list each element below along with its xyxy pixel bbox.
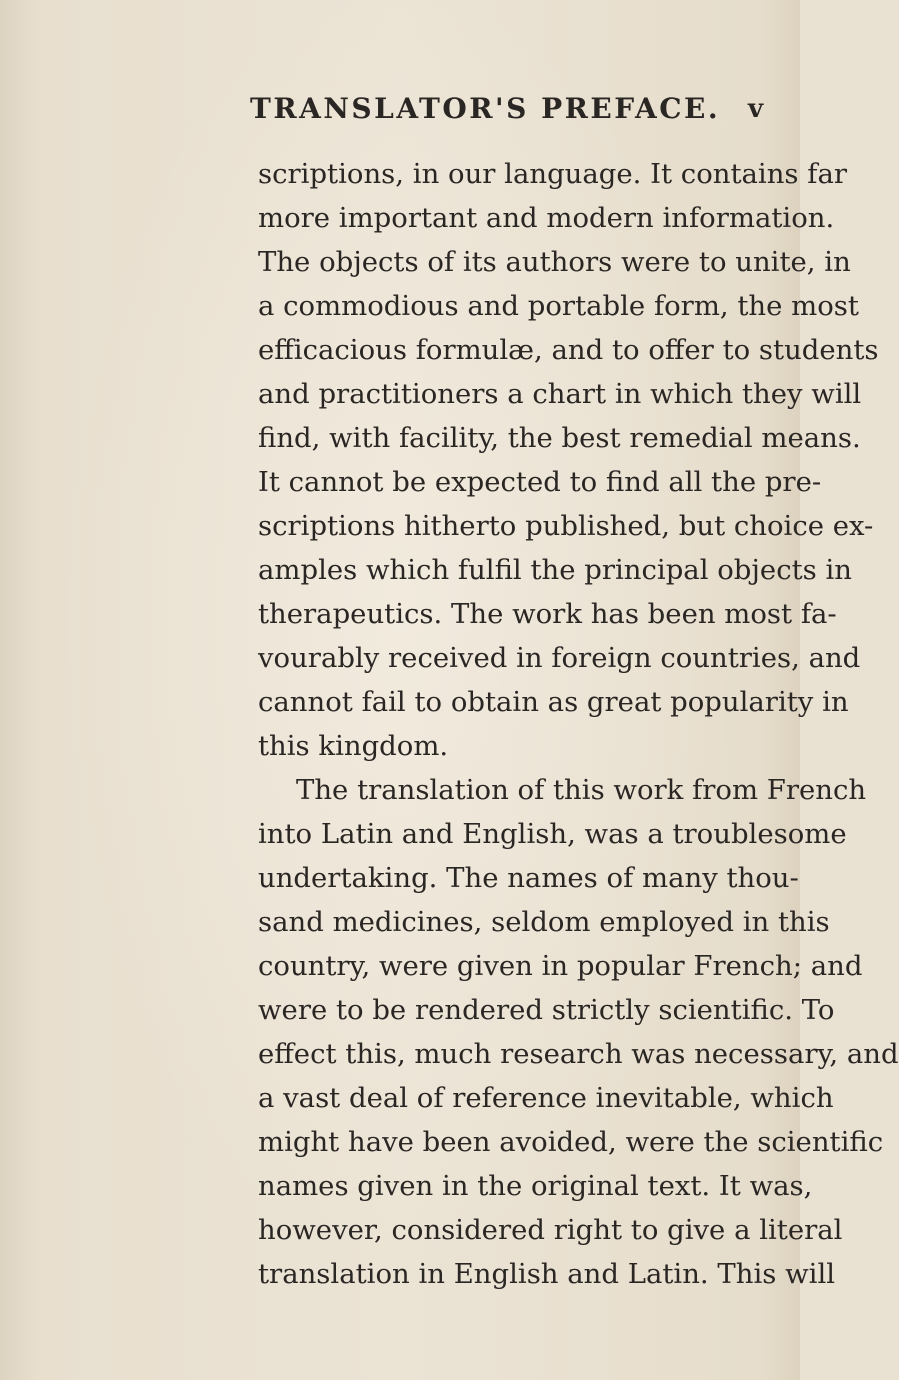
text-line: names given in the original text. It was, [258,1170,813,1202]
text-line: scriptions, in our language. It contains far [258,158,847,190]
text-line: sand medicines, seldom employed in this [258,906,830,938]
text-line: amples which fulfil the principal objects in [258,554,853,586]
text-line: vourably received in foreign countries, and [258,642,861,674]
text-line: It cannot be expected to find all the pre- [258,466,822,498]
page-number: v [748,94,764,124]
text-line: scriptions hitherto published, but choice ex- [258,510,874,542]
text-line: into Latin and English, was a troublesome [258,818,847,850]
text-line: find, with facility, the best remedial means. [258,422,861,454]
text-line: more important and modern information. [258,202,835,234]
text-line: country, were given in popular French; and [258,950,863,982]
text-line: effect this, much research was necessary, and [258,1038,899,1070]
text-line: undertaking. The names of many thou- [258,862,799,894]
text-line: efficacious formulæ, and to offer to students [258,334,879,366]
text-line: The translation of this work from French [296,774,867,806]
text-line: this kingdom. [258,730,449,762]
text-line: might have been avoided, were the scientific [258,1126,884,1158]
text-line: cannot fail to obtain as great popularity in [258,686,849,718]
text-line: were to be rendered strictly scientific. To [258,994,835,1026]
text-line: a vast deal of reference inevitable, which [258,1082,834,1114]
text-line: however, considered right to give a literal [258,1214,843,1246]
page-header [0,92,800,142]
text-line: therapeutics. The work has been most fa- [258,598,837,630]
text-line: The objects of its authors were to unite, in [258,246,851,278]
text-line: a commodious and portable form, the most [258,290,859,322]
text-line: translation in English and Latin. This will [258,1258,836,1290]
text-line: and practitioners a chart in which they will [258,378,862,410]
running-title: TRANSLATOR'S PREFACE. [250,92,721,125]
